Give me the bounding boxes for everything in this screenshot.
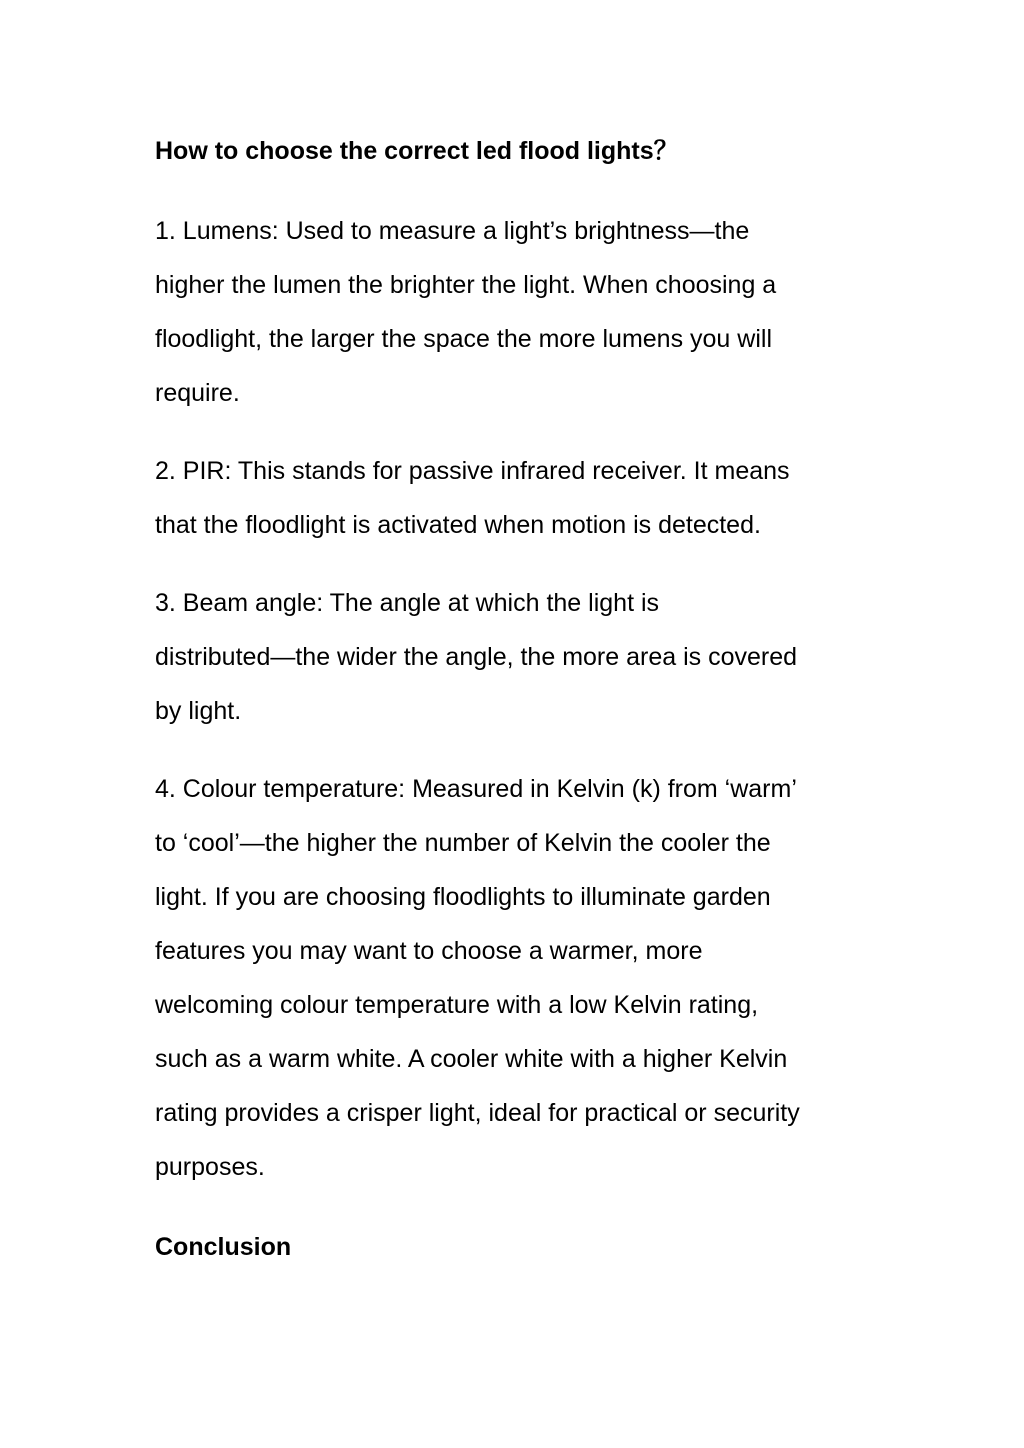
text-line: 3. Beam angle: The angle at which the light is <box>155 589 660 617</box>
text-line: features you may want to choose a warmer, more <box>155 937 703 965</box>
text-line: require. <box>155 379 240 407</box>
paragraph-beam-angle <box>155 576 875 738</box>
text-line: by light. <box>155 697 242 725</box>
text-line: that the floodlight is activated when motion is detected. <box>155 511 761 539</box>
paragraph-pir <box>155 444 875 552</box>
text-line: to ‘cool’—the higher the number of Kelvin the cooler the <box>155 829 771 857</box>
text-line: 4. Colour temperature: Measured in Kelvin (k) from ‘warm’ <box>155 775 797 803</box>
paragraph-lumens <box>155 204 875 420</box>
page-title: How to choose the correct led flood lights？ <box>155 137 679 165</box>
text-line: floodlight, the larger the space the more lumens you will <box>155 325 772 353</box>
text-line: welcoming colour temperature with a low Kelvin rating, <box>155 991 759 1019</box>
text-line: such as a warm white. A cooler white with a higher Kelvin <box>155 1045 788 1073</box>
text-line: 1. Lumens: Used to measure a light’s brightness—the <box>155 217 750 245</box>
paragraph-colour-temperature <box>155 762 875 1194</box>
text-line: higher the lumen the brighter the light. When choosing a <box>155 271 777 299</box>
text-line: purposes. <box>155 1153 265 1181</box>
document-body <box>155 122 875 1276</box>
conclusion-heading: Conclusion <box>155 1233 292 1261</box>
text-line: distributed—the wider the angle, the more area is covered <box>155 643 798 671</box>
text-line: rating provides a crisper light, ideal for practical or security <box>155 1099 800 1127</box>
text-line: 2. PIR: This stands for passive infrared receiver. It means <box>155 457 790 485</box>
text-line: light. If you are choosing floodlights to illuminate garden <box>155 883 771 911</box>
